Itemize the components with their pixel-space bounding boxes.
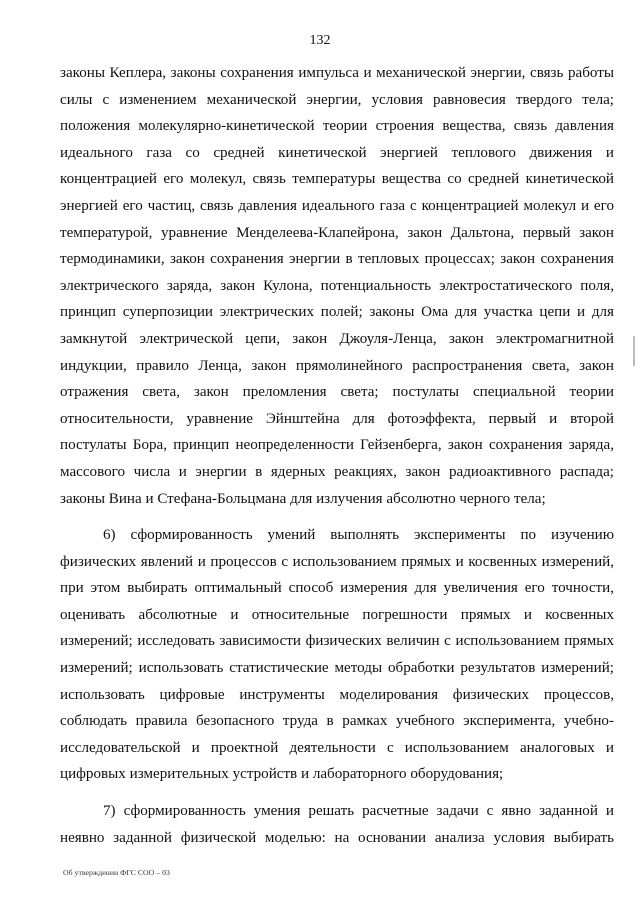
- document-body: [60, 60, 614, 851]
- scan-edge-mark: [633, 336, 635, 366]
- paragraph-item-7: 7) сформированность умения решать расчетные задачи с явно заданной и неявно заданной физической моделью: на основании анализа условия выбирать: [60, 803, 614, 846]
- page-number: 132: [309, 33, 331, 48]
- page-footer: Об утверждении ФГС СОО – 03: [63, 868, 170, 877]
- paragraph-physics-laws: законы Кеплера, законы сохранения импульса и механической энергии, связь работы силы с изменением механической энергии, условия равновесия твердого тела; положения молекулярно-кинетической теории строения вещества, связь давления идеального газа со средней кинетической энергией теплового движения и концентрацией его молекул, связь температуры вещества со средней кинетической энергией его частиц, связь давления идеального газа с концентрацией молекул и его температурой, уравнение Менделеева-Клапейрона, закон Дальтона, первый закон термодинамики, закон сохранения энергии в тепловых процессах; закон сохранения электрического заряда, закон Кулона, потенциальность электростатического поля, принцип суперпозиции электрических полей; законы Ома для участка цепи и для замкнутой электрической цепи, закон Джоуля-Ленца, закон электромагнитной индукции, правило Ленца, закон прямолинейного распространения света, закон отражения света, закон преломления света; постулаты специальной теории относительности, уравнение Эйнштейна для фотоэффекта, первый и второй постулаты Бора, принцип неопределенности Гейзенберга, закон сохранения заряда, массового числа и энергии в ядерных реакциях, закон радиоактивного распада; законы Вина и Стефана-Больцмана для излучения абсолютно черного тела;: [60, 65, 614, 507]
- paragraph-item-6: 6) сформированность умений выполнять эксперименты по изучению физических явлений и процессов с использованием прямых и косвенных измерений, при этом выбирать оптимальный способ измерения для увеличения его точности, оценивать абсолютные и относительные погрешности прямых и косвенных измерений; исследовать зависимости физических величин с использованием прямых измерений; использовать статистические методы обработки результатов измерений; использовать цифровые инструменты моделирования физических процессов, соблюдать правила безопасного труда в рамках учебного эксперимента, учебно-исследовательской и проектной деятельности с использованием аналоговых и цифровых измерительных устройств и лабораторного оборудования;: [60, 527, 614, 783]
